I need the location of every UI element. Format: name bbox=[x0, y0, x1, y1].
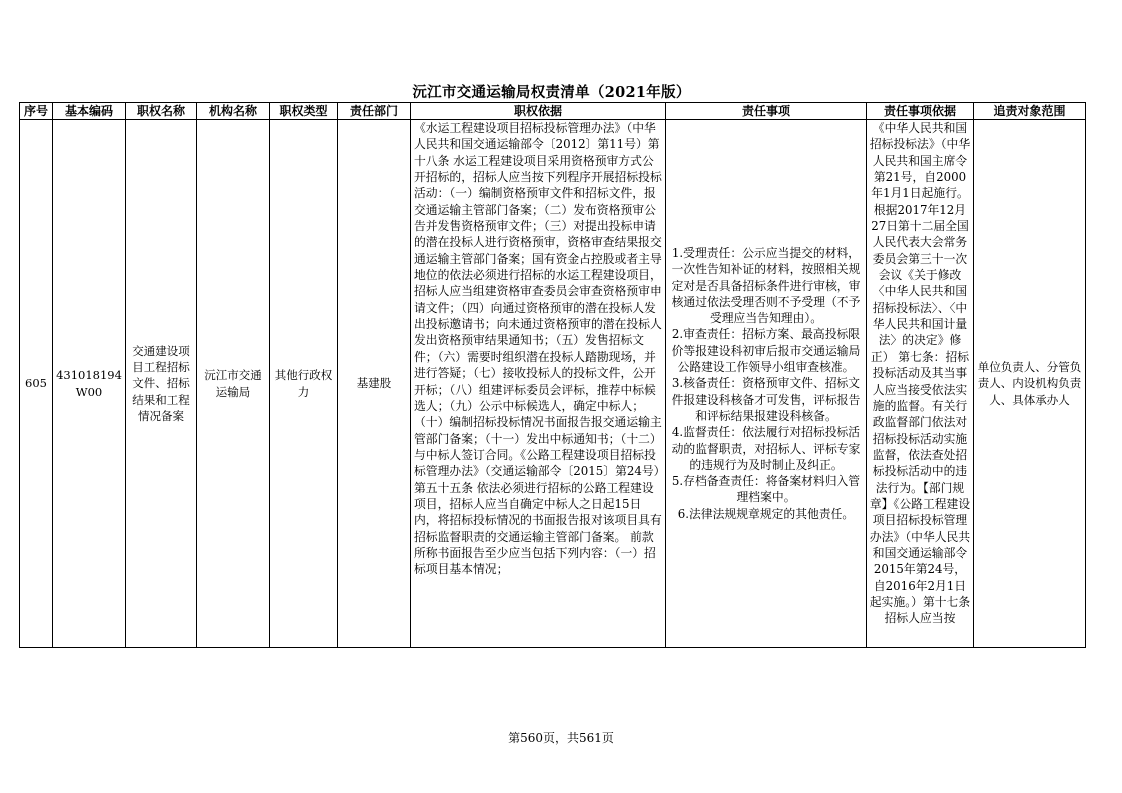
power-list-table bbox=[19, 102, 1086, 648]
cell-department: 基建股 bbox=[338, 120, 411, 648]
header-responsibilities: 责任事项 bbox=[666, 103, 867, 120]
responsibility-item-2: 2.审查责任：招标方案、最高投标限价等报建设科初审后报市交通运输局公路建设工作领导小组审查核准。 bbox=[671, 327, 861, 375]
table-header-row bbox=[20, 103, 1086, 120]
document-title: 沅江市交通运输局权责清单（2021年版） bbox=[412, 84, 691, 101]
cell-org-name: 沅江市交通运输局 bbox=[197, 120, 270, 648]
responsibility-item-3: 3.核备责任：资格预审文件、招标文件报建设科核备才可发售，评标报告和评标结果报建设科核备。 bbox=[671, 376, 861, 423]
responsibility-item-1: 1.受理责任：公示应当提交的材料，一次性告知补证的材料，按照相关规定对是否具备招标条件进行审核，审核通过依法受理否则不予受理（不予受理应当告知理由）。 bbox=[671, 245, 861, 326]
header-seq: 序号 bbox=[20, 103, 53, 120]
responsibility-item-6: 6.法律法规规章规定的其他责任。 bbox=[677, 506, 855, 521]
cell-power-name: 交通建设项目工程招标文件、招标结果和工程情况备案 bbox=[126, 120, 197, 648]
table-row bbox=[20, 120, 1086, 648]
cell-basis bbox=[411, 120, 666, 648]
responsibility-item-5: 5.存档备查责任：将备案材料归入管理档案中。 bbox=[671, 474, 861, 505]
cell-accountability: 单位负责人、分管负责人、内设机构负责人、具体承办人 bbox=[974, 120, 1086, 648]
cell-seq: 605 bbox=[20, 120, 53, 648]
header-power-type: 职权类型 bbox=[270, 103, 338, 120]
resp-basis-text: 《中华人民共和国招标投标法》（中华人民共和国主席令第21号，自2000年1月1日起施行。根据2017年12月27日第十二届全国人民代表大会常务委员会第三十一次会议《关于修改〈中华人民共和国招标投标法〉、〈中华人民共和国计量法〉的决定》修正） 第七条：招标投标活动及其当事人应当接受依法实施的监督。有关行政监督部门依法对招标投标活动实施监督，依法查处招标投标活动中的违法行为。【部门规章】《公路工程建设项目招标投标管理办法》（中华人民共和国交通运输部令2015年第24号，自2016年2月1日起实施。）第十七条 招标人应当按 bbox=[869, 121, 971, 626]
cell-power-type: 其他行政权力 bbox=[270, 120, 338, 648]
page-number-footer: 第560页，共561页 bbox=[508, 731, 614, 745]
header-accountability: 追责对象范围 bbox=[974, 103, 1086, 120]
cell-resp-basis bbox=[867, 120, 974, 648]
header-power-name: 职权名称 bbox=[126, 103, 197, 120]
cell-responsibilities bbox=[666, 120, 867, 648]
responsibility-item-4: 4.监督责任：依法履行对招标投标活动的监督职责，对招标人、评标专家的违规行为及时制止及纠正。 bbox=[671, 425, 861, 472]
header-basis: 职权依据 bbox=[411, 103, 666, 120]
header-code: 基本编码 bbox=[53, 103, 126, 120]
header-org-name: 机构名称 bbox=[197, 103, 270, 120]
cell-code: 431018194W00 bbox=[53, 120, 126, 648]
header-resp-basis: 责任事项依据 bbox=[867, 103, 974, 120]
basis-text: 《水运工程建设项目招标投标管理办法》（中华人民共和国交通运输部令〔2012〕第11号）第十八条 水运工程建设项目采用资格预审方式公开招标的，招标人应当按下列程序开展招标投标活动：（一）编制资格预审文件和招标文件，报交通运输主管部门备案；（二）发布资格预审公告并发售资格预审文件；（三）对提出投标申请的潜在投标人进行资格预审，资格审查结果报交通运输主管部门备案；国有资金占控股或者主导地位的依法必须进行招标的水运工程建设项目，招标人应当组建资格审查委员会审查资格预审申请文件；（四）向通过资格预审的潜在投标人发出投标邀请书；向未通过资格预审的潜在投标人发出资格预审结果通知书；（五）发售招标文件；（六）需要时组织潜在投标人踏勘现场，并进行答疑；（七）接收投标人的投标文件，公开开标；（八）组建评标委员会评标，推荐中标候选人；（九）公示中标候选人，确定中标人；（十）编制招标投标情况书面报告报交通运输主管部门备案；（十一）发出中标通知书；（十二）与中标人签订合同。《公路工程建设项目招标投标管理办法》（交通运输部令〔2015〕第24号）第五十五条 依法必须进行招标的公路工程建设项目，招标人应当自确定中标人之日起15日内，将招标投标情况的书面报告报对该项目具有招标监督职责的交通运输主管部门备案。 前款所称书面报告至少应当包括下列内容：（一）招标项目基本情况； bbox=[414, 121, 662, 577]
header-department: 责任部门 bbox=[338, 103, 411, 120]
